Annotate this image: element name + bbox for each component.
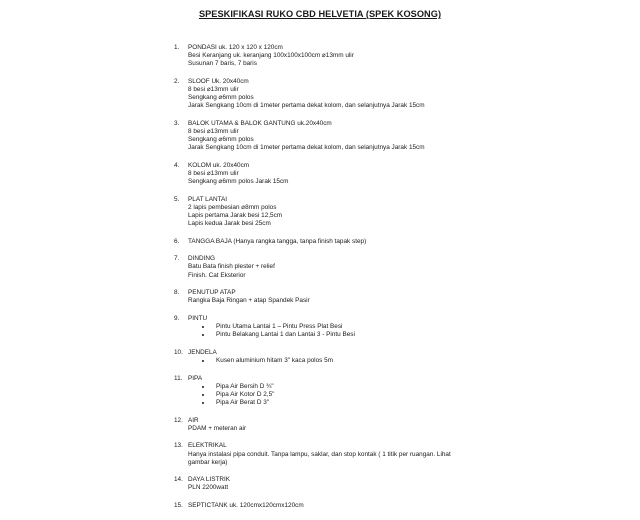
bullet-item bbox=[188, 399, 610, 407]
spec-item-number: 1. bbox=[174, 44, 180, 51]
spec-item-detail: Batu Bata finish plester + relief bbox=[188, 263, 275, 271]
spec-item-heading: SEPTICTANK uk. 120cmx120cmx120cm bbox=[188, 502, 304, 510]
spec-item-heading: JENDELA bbox=[188, 348, 217, 356]
spec-item bbox=[170, 502, 610, 510]
spec-item bbox=[170, 375, 610, 407]
spec-item-heading: BALOK UTAMA & BALOK GANTUNG uk.20x40cm bbox=[188, 119, 332, 127]
spec-item-detail: gambar kerja) bbox=[188, 458, 228, 466]
spec-item-heading: DINDING bbox=[188, 255, 215, 263]
bullet-text: Pipa Air Berat D 3" bbox=[216, 398, 270, 406]
spec-item bbox=[170, 78, 610, 110]
spec-item-number: 2. bbox=[174, 77, 180, 85]
bullet-dot-icon bbox=[202, 326, 204, 328]
spec-item-number: 3. bbox=[174, 119, 180, 127]
spec-item-number: 13. bbox=[174, 442, 183, 450]
bullet-list bbox=[188, 383, 610, 407]
bullet-item bbox=[188, 383, 610, 391]
spec-item-heading: ELEKTRIKAL bbox=[188, 442, 227, 450]
bullet-text: Pintu Belakang Lantai 1 dan Lantai 3 - Pintu Besi bbox=[216, 331, 355, 339]
spec-item-heading: PIPA bbox=[188, 374, 203, 382]
spec-item-detail: Sengkang ⌀6mm polos bbox=[188, 94, 254, 102]
bullet-text: Kusen aluminium hitam 3" kaca polos 5m bbox=[216, 356, 334, 364]
spec-item-heading: PLAT LANTAI bbox=[188, 195, 228, 203]
spec-item-detail: 8 besi ⌀13mm ulir bbox=[188, 169, 239, 177]
spec-item-number: 15. bbox=[174, 502, 183, 510]
bullet-item bbox=[188, 331, 610, 339]
spec-item-detail: Besi Keranjang uk. keranjang 100x100x100cm ⌀13mm ulir bbox=[188, 52, 354, 60]
spec-item bbox=[170, 196, 610, 228]
spec-item bbox=[170, 120, 610, 152]
bullet-text: Pipa Air Kotor D 2,5" bbox=[216, 390, 275, 398]
spec-item-detail: Jarak Sengkang 10cm di 1meter pertama dekat kolom, dan selanjutnya Jarak 15cm bbox=[188, 102, 425, 110]
spec-item-detail: Sengkang ⌀6mm polos bbox=[188, 136, 254, 144]
spec-item bbox=[170, 417, 610, 433]
spec-item-detail: Jarak Sengkang 10cm di 1meter pertama dekat kolom, dan selanjutnya Jarak 15cm bbox=[188, 144, 425, 152]
spec-item-heading: TANGGA BAJA (Hanya rangka tangga, tanpa finish tapak step) bbox=[188, 237, 367, 245]
spec-item-heading: KOLOM uk. 20x40cm bbox=[188, 161, 250, 169]
bullet-dot-icon bbox=[202, 386, 204, 388]
spec-item-detail: Rangka Baja Ringan + atap Spandek Pasir bbox=[188, 297, 310, 305]
spec-item-number: 5. bbox=[174, 195, 180, 203]
spec-item-number: 8. bbox=[174, 289, 180, 297]
spec-item-detail: PDAM + meteran air bbox=[188, 424, 247, 432]
spec-item-number: 6. bbox=[174, 237, 180, 245]
spec-item-detail: 8 besi ⌀13mm ulir bbox=[188, 127, 239, 135]
spec-item-heading: DAYA LISTRIK bbox=[188, 476, 231, 484]
bullet-item bbox=[188, 323, 610, 331]
bullet-text: Pintu Utama Lantai 1 – Pintu Press Plat Besi bbox=[216, 323, 343, 331]
bullet-list bbox=[188, 323, 610, 339]
spec-item-detail: Hanya instalasi pipa conduit. Tanpa lampu, saklar, dan stop kontak ( 1 titik per ruangan. Lihat bbox=[188, 450, 451, 458]
bullet-dot-icon bbox=[202, 360, 204, 362]
bullet-item bbox=[188, 391, 610, 399]
document-title: SPESKIFIKASI RUKO CBD HELVETIA (SPEK KOSONG) bbox=[198, 9, 442, 19]
spec-item-number: 12. bbox=[174, 416, 183, 424]
spec-item-heading: PENUTUP ATAP bbox=[188, 289, 236, 297]
spec-item-number: 9. bbox=[174, 315, 180, 322]
bullet-dot-icon bbox=[202, 402, 204, 404]
spec-item-detail: Finish. Cat Eksterior bbox=[188, 271, 246, 279]
spec-item-heading: SLOOF Uk. 20x40cm bbox=[188, 77, 249, 85]
spec-item-detail: Lapis kedua Jarak besi 25cm bbox=[188, 219, 271, 227]
spec-item-detail: Susunan 7 baris, 7 baris bbox=[188, 60, 257, 68]
spec-item-detail: Sengkang ⌀6mm polos Jarak 15cm bbox=[188, 178, 289, 185]
spec-item-heading: PONDASI uk. 120 x 120 x 120cm bbox=[188, 44, 283, 51]
spec-item bbox=[170, 289, 610, 305]
spec-item bbox=[170, 44, 610, 68]
spec-item-number: 7. bbox=[174, 255, 180, 263]
spec-item-number: 4. bbox=[174, 161, 180, 169]
spec-item bbox=[170, 238, 610, 246]
spec-item-detail: 2 lapis pembesian ⌀8mm polos bbox=[188, 203, 277, 211]
spec-item bbox=[170, 349, 610, 365]
spec-item bbox=[170, 255, 610, 279]
bullet-item bbox=[188, 357, 610, 365]
spec-item-number: 11. bbox=[174, 374, 183, 382]
spec-item-heading: AIR bbox=[188, 416, 199, 424]
spec-item-detail: PLN 2200watt bbox=[188, 484, 229, 492]
spec-item-detail: 8 besi ⌀13mm ulir bbox=[188, 85, 239, 93]
spec-item bbox=[170, 315, 610, 339]
spec-item-number: 10. bbox=[174, 348, 183, 356]
spec-item-number: 14. bbox=[174, 476, 183, 484]
spec-item bbox=[170, 476, 610, 492]
bullet-dot-icon bbox=[202, 334, 204, 336]
bullet-list bbox=[188, 357, 610, 365]
spec-item-heading: PINTU bbox=[188, 315, 208, 322]
bullet-text: Pipa Air Bersih D ¾" bbox=[216, 382, 274, 390]
bullet-dot-icon bbox=[202, 394, 204, 396]
spec-item bbox=[170, 442, 610, 466]
spec-item-detail: Lapis pertama Jarak besi 12,5cm bbox=[188, 211, 283, 219]
spec-list bbox=[170, 44, 610, 520]
spec-item bbox=[170, 162, 610, 186]
